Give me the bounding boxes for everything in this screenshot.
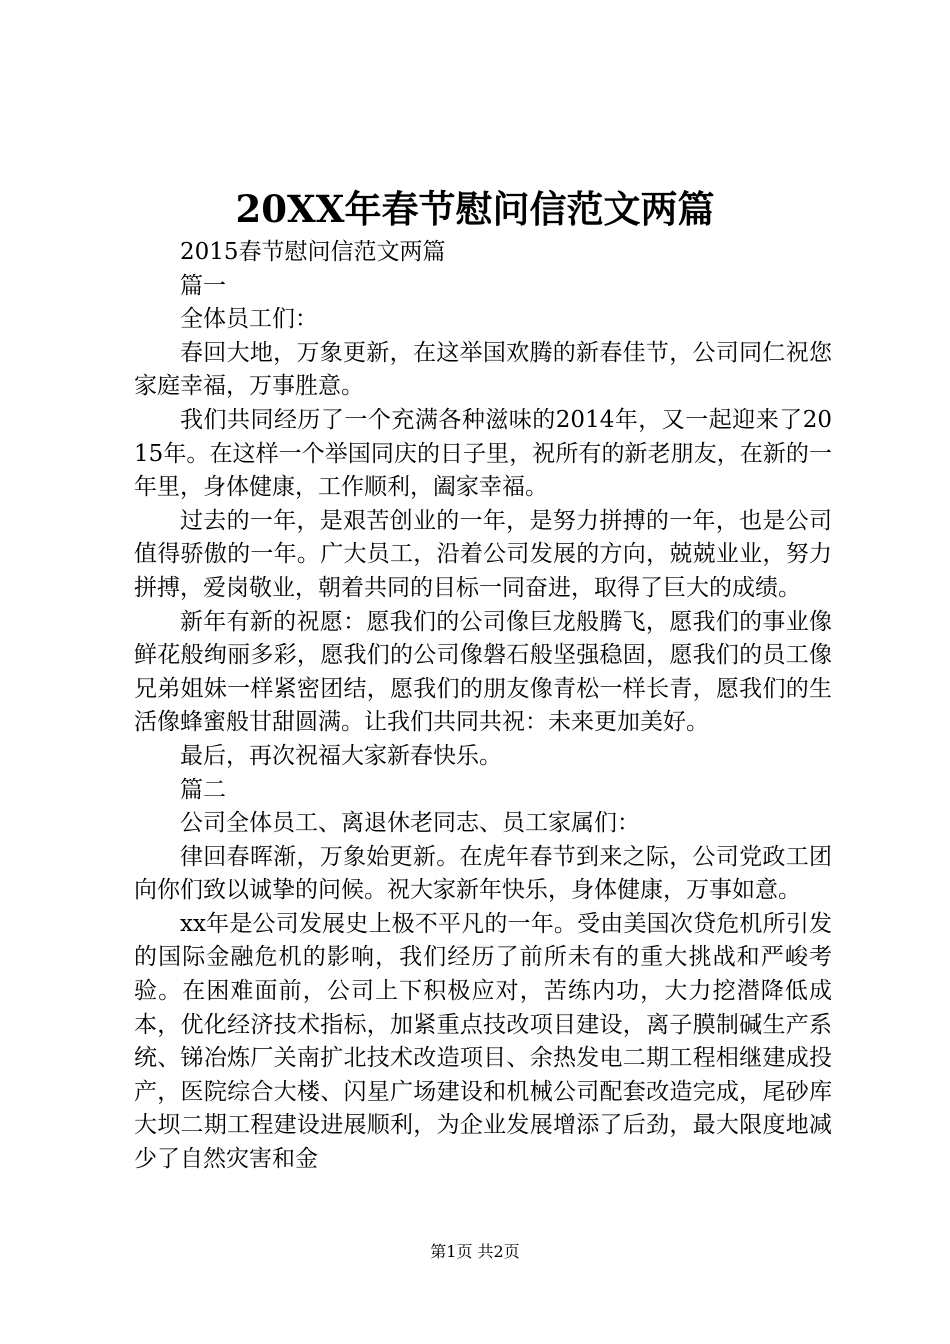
body-paragraph: 春回大地，万象更新，在这举国欢腾的新春佳节，公司同仁祝您家庭幸福，万事胜意。: [134, 339, 832, 400]
body-paragraph: 新年有新的祝愿：愿我们的公司像巨龙般腾飞，愿我们的事业像鲜花般绚丽多彩，愿我们的公司像磐石般坚强稳固，愿我们的员工像兄弟姐妹一样紧密团结，愿我们的朋友像青松一样长青，愿我们的生活像蜂蜜般甘甜圆满。让我们共同共祝：未来更加美好。: [134, 608, 832, 736]
document-body: [134, 236, 832, 1177]
page-title: 20XX年春节慰问信范文两篇: [235, 187, 715, 231]
section-heading-two: 篇二: [180, 776, 226, 803]
salutation-two: 公司全体员工、离退休老同志、员工家属们：: [180, 810, 640, 837]
page-footer: 第1页 共2页: [430, 1242, 520, 1261]
body-paragraph: 我们共同经历了一个充满各种滋味的2014年，又一起迎来了2015年。在这样一个举国同庆的日子里，祝所有的新老朋友，在新的一年里，身体健康，工作顺利，阖家幸福。: [134, 406, 832, 501]
body-paragraph: 过去的一年，是艰苦创业的一年，是努力拼搏的一年，也是公司值得骄傲的一年。广大员工，沿着公司发展的方向，兢兢业业，努力拼搏，爱岗敬业，朝着共同的目标一同奋进，取得了巨大的成绩。: [134, 507, 832, 601]
body-paragraph: 最后，再次祝福大家新春快乐。: [180, 742, 502, 769]
section-heading-one: 篇一: [180, 272, 226, 299]
body-paragraph: 律回春晖渐，万象始更新。在虎年春节到来之际，公司党政工团向你们致以诚挚的问候。祝大家新年快乐，身体健康，万事如意。: [134, 843, 832, 904]
body-paragraph: xx年是公司发展史上极不平凡的一年。受由美国次贷危机所引发的国际金融危机的影响，我们经历了前所未有的重大挑战和严峻考验。在困难面前，公司上下积极应对，苦练内功，大力挖潜降低成本，优化经济技术指标，加紧重点技改项目建设，离子膜制碱生产系统、锑冶炼厂关南扩北技术改造项目、余热发电二期工程相继建成投产，医院综合大楼、闪星广场建设和机械公司配套改造完成，尾砂库大坝二期工程建设进展顺利，为企业发展增添了后劲，最大限度地减少了自然灾害和金: [134, 910, 832, 1173]
subtitle-paragraph: 2015春节慰问信范文两篇: [180, 239, 446, 265]
salutation-one: 全体员工们：: [180, 306, 318, 333]
